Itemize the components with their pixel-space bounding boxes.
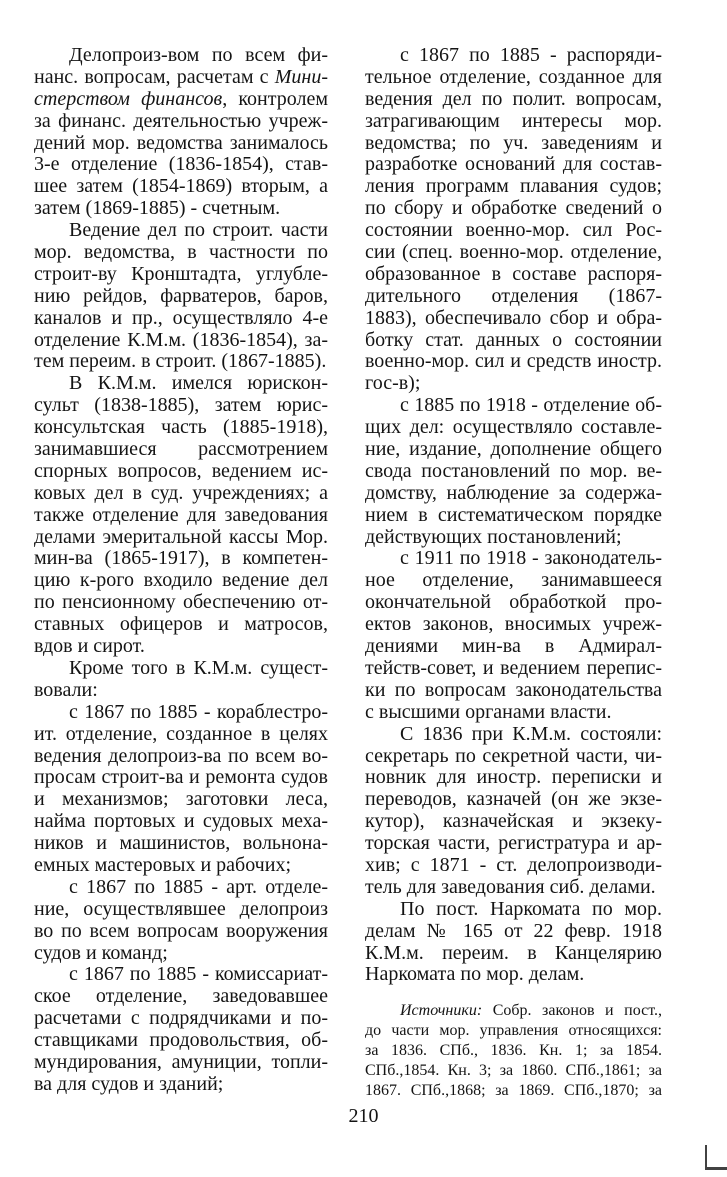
italic-text: Мини-: [274, 65, 328, 88]
text-line: занимавшиеся рассмотрением: [34, 438, 328, 461]
text-line: цию к-рого входило ведение дел: [34, 569, 328, 592]
text-line: ставщиками продовольствия, об-: [34, 1029, 328, 1052]
text-line: хив; с 1871 - ст. делопроизводи-: [365, 853, 662, 876]
text-line: затем (1869-1885) - счетным.: [34, 197, 281, 220]
text-line: [34, 89, 328, 111]
text-line: окончательной обработкой про-: [365, 591, 662, 614]
text-line: с 1885 по 1918 - отделение об-: [400, 394, 662, 417]
text-line: ведения дел по полит. вопросам,: [365, 87, 662, 110]
text-line: найма портовых и судовых меха-: [34, 810, 328, 833]
text-line: сии (спец. военно-мор. отделение,: [365, 241, 662, 264]
page-number: 210: [348, 1105, 379, 1127]
text-line: ки по вопросам законодательства: [365, 678, 662, 701]
text-line: По пост. Наркомата по мор.: [400, 897, 662, 920]
text-line: по пенсионному обеспечению от-: [34, 591, 328, 614]
text-line: шее затем (1854-1869) вторым, а: [34, 175, 328, 198]
paragraph: [34, 373, 328, 658]
text-line: каналов и пр., осуществляло 4-е: [34, 306, 328, 329]
text-line: СПб.,1854. Кн. 3; за 1860. СПб.,1861; за: [365, 1062, 662, 1079]
text-line: Ведение дел по строит. части: [69, 219, 328, 242]
text-line: дениями мин-ва в Адмирал-: [365, 635, 662, 658]
text-line: и механизмов; заготовки леса,: [34, 788, 328, 811]
paragraph: [365, 395, 662, 548]
text-line: состоянии военно-мор. сил Рос-: [365, 219, 662, 242]
text-line: тель для заведования сиб. делами.: [365, 875, 656, 898]
text-line: образованное в составе распоря-: [365, 262, 662, 285]
paragraph: [34, 877, 328, 965]
text-line: ектов законов, вносимых учреж-: [365, 613, 662, 636]
text-line: до части мор. управления относящихся:: [365, 1022, 662, 1039]
text-line: 1867. СПб.,1868; за 1869. СПб.,1870; за: [365, 1082, 662, 1099]
text-segment: Собр. законов и пост.,: [482, 1002, 662, 1019]
italic-text: Источники:: [400, 1002, 483, 1019]
text-line: [365, 1001, 662, 1021]
text-line: вдов и сирот.: [34, 635, 145, 658]
text-line: с 1911 по 1918 - законодатель-: [400, 547, 662, 570]
text-line: тем переим. в строит. (1867-1885).: [34, 350, 327, 373]
italic-text: стерством финансов: [34, 87, 223, 110]
text-line: мор. ведомства, в частности по: [34, 241, 328, 264]
text-line: тельное отделение, созданное для: [365, 65, 662, 88]
text-line: по сбору и обработке сведений о: [365, 197, 662, 220]
paragraph: [365, 1001, 662, 1101]
text-segment: , контролем: [222, 87, 328, 110]
paragraph: [34, 964, 328, 1095]
text-line: С 1836 при К.М.м. состояли:: [400, 722, 662, 745]
text-line: расчетами с подрядчиками и по-: [34, 1007, 328, 1030]
text-line: за 1836. СПб., 1836. Кн. 1; за 1854.: [365, 1042, 662, 1059]
scan-corner-mark: [705, 1145, 727, 1170]
text-line: Наркомата по мор. делам.: [365, 963, 585, 986]
text-line: новник для иностр. переписки и: [365, 766, 662, 789]
text-line: просам строит-ва и ремонта судов: [34, 766, 328, 789]
paragraph: [34, 702, 328, 877]
text-line: также отделение для заведования: [34, 503, 328, 526]
text-line: Делопроиз-вом по всем фи-: [69, 44, 328, 66]
text-line: дений мор. ведомства занималось: [34, 131, 328, 154]
sources-footnote: [365, 1001, 662, 1101]
text-line: [34, 67, 328, 89]
text-line: разработке оснований для состав-: [365, 153, 662, 176]
text-line: гос-в);: [365, 372, 421, 395]
text-line: с 1867 по 1885 - распоряди-: [400, 44, 662, 66]
text-line: действующих постановлений;: [365, 525, 622, 548]
text-line: с 1867 по 1885 - комиссариат-: [69, 963, 328, 986]
text-line: мундирования, амуниции, топли-: [34, 1050, 328, 1073]
right-column: [365, 45, 662, 986]
text-line: консультская часть (1885-1918),: [34, 416, 328, 439]
text-line: строит-ву Кронштадта, углубле-: [34, 262, 328, 285]
text-line: ние, издание, дополнение общего: [365, 438, 662, 461]
paragraph: [365, 899, 662, 987]
text-line: ведения делопроиз-ва по всем во-: [34, 744, 328, 767]
text-line: спорных вопросов, ведением ис-: [34, 459, 328, 482]
text-line: свода постановлений по мор. ве-: [365, 459, 662, 482]
text-line: ское отделение, заведовавшее: [34, 985, 328, 1008]
text-line: с 1867 по 1885 - кораблестро-: [69, 700, 328, 723]
text-line: делам № 165 от 22 февр. 1918: [365, 919, 662, 942]
text-line: мин-ва (1865-1917), в компетен-: [34, 547, 328, 570]
text-line: Кроме того в К.М.м. сущест-: [69, 656, 328, 679]
text-line: отделение К.М.м. (1836-1854), за-: [34, 328, 328, 351]
text-line: секретарь по секретной части, чи-: [365, 744, 662, 767]
text-line: кутор), казначейская и экзеку-: [365, 810, 662, 833]
text-line: во по всем вопросам вооружения: [34, 919, 328, 942]
text-line: ва для судов и зданий;: [34, 1072, 224, 1095]
text-line: дительного отделения (1867-: [365, 284, 662, 307]
text-line: затрагивающим интересы мор.: [365, 109, 662, 132]
paragraph: [34, 658, 328, 702]
text-line: ное отделение, занимавшееся: [365, 569, 662, 592]
text-line: щих дел: осуществляло составле-: [365, 416, 662, 439]
text-line: с высшими органами власти.: [365, 700, 612, 723]
paragraph: [365, 45, 662, 395]
text-line: ставных офицеров и матросов,: [34, 613, 328, 636]
text-line: 3-е отделение (1836-1854), став-: [34, 153, 328, 176]
text-line: тейств-совет, и ведением перепис-: [365, 656, 662, 679]
text-line: ковых дел в суд. учреждениях; а: [34, 481, 328, 504]
text-line: ит. отделение, созданное в целях: [34, 722, 328, 745]
left-column: [34, 45, 328, 1096]
text-line: сульт (1838-1885), затем юрис-: [34, 394, 328, 417]
text-line: военно-мор. сил и средств иностр.: [365, 350, 662, 373]
text-line: с 1867 по 1885 - арт. отделе-: [69, 875, 328, 898]
text-line: за финанс. деятельностью учреж-: [34, 109, 328, 132]
paragraph: [34, 45, 328, 220]
text-line: ботку стат. данных о состоянии: [365, 328, 662, 351]
text-line: емных мастеровых и рабочих;: [34, 853, 292, 876]
text-line: ников и машинистов, вольнона-: [34, 832, 328, 855]
paragraph: [365, 724, 662, 899]
paragraph: [34, 220, 328, 373]
text-line: нию рейдов, фарватеров, баров,: [34, 284, 328, 307]
text-line: судов и команд;: [34, 941, 168, 964]
text-line: ние, осуществлявшее делопроиз: [34, 897, 328, 920]
text-line: переводов, казначей (он же экзе-: [365, 788, 662, 811]
text-line: домству, наблюдение за содержа-: [365, 481, 662, 504]
text-line: ления программ плавания судов;: [365, 175, 662, 198]
text-line: нием в систематическом порядке: [365, 503, 662, 526]
text-line: торская части, регистратура и ар-: [365, 832, 662, 855]
paragraph: [365, 548, 662, 723]
text-segment: нанс. вопросам, расчетам с: [34, 65, 275, 88]
text-line: К.М.м. переим. в Канцелярию: [365, 941, 662, 964]
text-line: 1883), обеспечивало сбор и обра-: [365, 306, 662, 329]
text-line: делами эмеритальной кассы Мор.: [34, 525, 328, 548]
text-line: вовали:: [34, 678, 98, 701]
text-line: ведомства; по уч. заведениям и: [365, 131, 662, 154]
text-line: В К.М.м. имелся юрискон-: [69, 372, 328, 395]
